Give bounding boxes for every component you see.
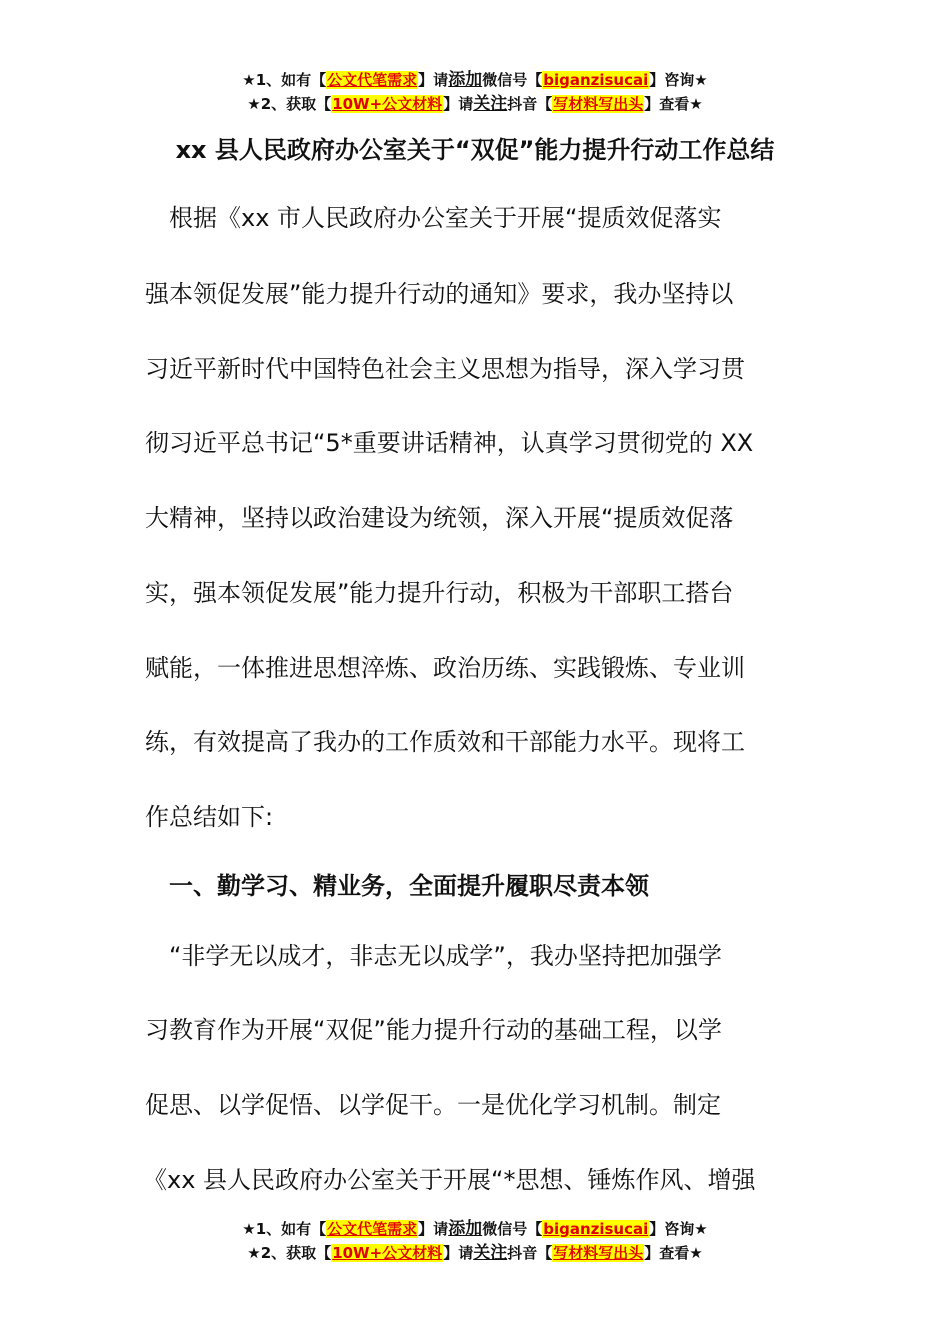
- promo-highlight: 公文代笔需求: [327, 1220, 418, 1238]
- promo-highlight: 10W+公文材料: [332, 95, 443, 113]
- promo-text: ★2、获取【: [247, 95, 332, 113]
- promo-wechat-id: biganzisucai: [543, 71, 649, 89]
- promo-text: ★1、如有【: [242, 71, 327, 89]
- promo-text: 微信号【: [482, 1220, 543, 1238]
- paragraph-line: 《xx 县人民政府办公室关于开展“*思想、锤炼作风、增强: [143, 1166, 756, 1194]
- promo-emphasis: 添加: [448, 1219, 483, 1239]
- promo-text: 抖音【: [507, 1244, 553, 1262]
- promo-line-2: [0, 92, 950, 116]
- promo-douyin-id: 写材料写出头: [553, 95, 644, 113]
- promo-banner-top: [0, 68, 950, 116]
- section-heading: 一、勤学习、精业务，全面提升履职尽责本领: [145, 872, 649, 900]
- paragraph-line: “非学无以成才，非志无以成学”，我办坚持把加强学: [145, 942, 722, 970]
- promo-emphasis: 添加: [448, 70, 483, 90]
- promo-highlight: 10W+公文材料: [332, 1244, 443, 1262]
- promo-banner-bottom: [0, 1217, 950, 1265]
- promo-text: 】请: [443, 95, 474, 113]
- promo-text: 】咨询★: [649, 1220, 708, 1238]
- promo-douyin-id: 写材料写出头: [553, 1244, 644, 1262]
- paragraph-line: 强本领促发展”能力提升行动的通知》要求，我办坚持以: [145, 280, 734, 308]
- promo-line-2: [0, 1241, 950, 1265]
- promo-text: 】查看★: [644, 1244, 703, 1262]
- promo-text: 】请: [443, 1244, 474, 1262]
- promo-text: ★2、获取【: [247, 1244, 332, 1262]
- promo-text: 】请: [418, 1220, 449, 1238]
- paragraph-line: 赋能，一体推进思想淬炼、政治历练、实践锻炼、专业训: [145, 654, 745, 682]
- promo-line-1: [0, 68, 950, 92]
- promo-text: ★1、如有【: [242, 1220, 327, 1238]
- paragraph-line: 实，强本领促发展”能力提升行动，积极为干部职工搭台: [145, 579, 734, 607]
- promo-text: 】查看★: [644, 95, 703, 113]
- promo-text: 】请: [418, 71, 449, 89]
- paragraph-line: 习近平新时代中国特色社会主义思想为指导，深入学习贯: [145, 355, 745, 383]
- paragraph-line: 大精神，坚持以政治建设为统领，深入开展“提质效促落: [145, 504, 734, 532]
- promo-wechat-id: biganzisucai: [543, 1220, 649, 1238]
- promo-line-1: [0, 1217, 950, 1241]
- paragraph-line: 根据《xx 市人民政府办公室关于开展“提质效促落实: [145, 204, 722, 232]
- paragraph-line: 彻习近平总书记“5*重要讲话精神，认真学习贯彻党的 XX: [145, 429, 754, 457]
- promo-highlight: 公文代笔需求: [327, 71, 418, 89]
- promo-emphasis: 关注: [473, 1243, 508, 1263]
- promo-text: 抖音【: [507, 95, 553, 113]
- paragraph-line: 练，有效提高了我办的工作质效和干部能力水平。现将工: [145, 728, 745, 756]
- paragraph-line: 作总结如下:: [145, 803, 274, 831]
- paragraph-line: 习教育作为开展“双促”能力提升行动的基础工程，以学: [145, 1016, 722, 1044]
- paragraph-line: 促思、以学促悟、以学促干。一是优化学习机制。制定: [145, 1091, 721, 1119]
- promo-text: 微信号【: [482, 71, 543, 89]
- promo-emphasis: 关注: [473, 94, 508, 114]
- promo-text: 】咨询★: [649, 71, 708, 89]
- document-title: xx 县人民政府办公室关于“双促”能力提升行动工作总结: [175, 136, 775, 164]
